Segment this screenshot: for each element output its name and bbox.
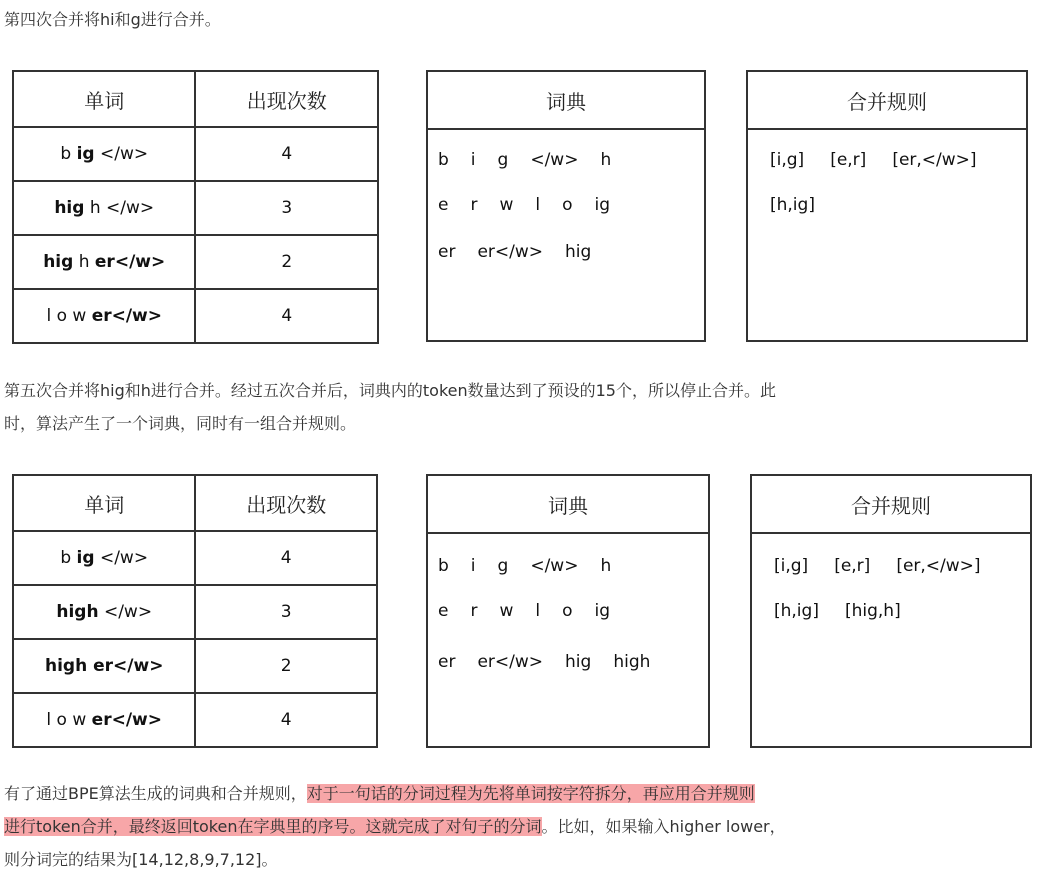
table-row [13, 531, 377, 585]
merged-token: hig [54, 198, 85, 218]
vocab-token: g [497, 556, 509, 576]
merge-rule: [h,ig] [774, 601, 819, 621]
count-cell: 2 [195, 235, 378, 289]
vocab-token: er [438, 652, 456, 672]
header-word: 单词 [13, 71, 195, 127]
header-count: 出现次数 [195, 475, 377, 531]
merge-rule: [hig,h] [844, 601, 901, 621]
word-part: </w> [94, 548, 149, 568]
vocab-token: h [600, 556, 612, 576]
table-row [13, 585, 377, 639]
merge-rule: [h,ig] [770, 195, 815, 215]
count-cell: 4 [195, 127, 378, 181]
table-row [13, 639, 377, 693]
count-cell: 3 [195, 585, 377, 639]
vocab-box-1 [426, 70, 706, 342]
vocab-token: er</w> [477, 652, 544, 672]
highlighted-text: 对于一句话的分词过程为先将单词按字符拆分，再应用合并规则 [306, 784, 755, 803]
vocab-token: </w> [530, 556, 579, 576]
vocab-token: o [562, 601, 573, 621]
paragraph-text: 。比如，如果输入higher lower， [541, 817, 786, 836]
word-cell [13, 639, 195, 693]
paragraph-line: 时，算法产生了一个词典，同时有一组合并规则。 [4, 414, 357, 433]
vocab-token: high [613, 652, 651, 672]
vocab-token: b [438, 556, 449, 576]
merged-token: er</w> [91, 710, 162, 730]
word-cell [13, 585, 195, 639]
vocab-token: </w> [530, 150, 579, 170]
merge-rule: [er,</w>] [892, 150, 977, 170]
vocab-token: r [470, 195, 478, 215]
rules-header: 合并规则 [748, 72, 1026, 130]
word-part: </w> [94, 144, 149, 164]
vocab-token: o [562, 195, 573, 215]
count-cell: 3 [195, 181, 378, 235]
count-cell: 4 [195, 693, 377, 747]
vocab-line [438, 195, 632, 215]
table-row [13, 127, 378, 181]
vocab-header: 词典 [428, 476, 708, 534]
vocab-token: w [499, 601, 514, 621]
word-cell [13, 693, 195, 747]
rules-line [770, 150, 1003, 170]
vocab-line [438, 242, 613, 262]
word-part: l o w [46, 306, 92, 326]
vocab-token: w [499, 195, 514, 215]
word-cell [13, 531, 195, 585]
vocab-box-2 [426, 474, 710, 748]
vocab-line [438, 652, 672, 672]
vocab-line [438, 150, 633, 170]
highlighted-text: 进行token合并，最终返回token在字典里的序号。这就完成了对句子的分词 [4, 817, 542, 836]
word-cell [13, 181, 195, 235]
merged-token: high er</w> [45, 656, 164, 676]
merge-rule: [er,</w>] [896, 556, 981, 576]
paragraph-text: 第四次合并将hi和g进行合并。 [4, 10, 221, 29]
count-cell: 4 [195, 289, 378, 343]
vocab-token: e [438, 195, 449, 215]
count-cell: 2 [195, 639, 377, 693]
merged-token: er</w> [91, 306, 163, 326]
vocab-line [438, 601, 632, 621]
vocab-token: b [438, 150, 449, 170]
rules-line [774, 556, 1007, 576]
word-count-table-1 [12, 70, 379, 344]
vocab-token: l [535, 601, 541, 621]
vocab-token: ig [594, 601, 611, 621]
word-cell [13, 127, 195, 181]
merged-token: er</w> [94, 252, 166, 272]
word-part: h </w> [84, 198, 155, 218]
rules-line [774, 601, 927, 621]
merge-rule: [e,r] [830, 150, 867, 170]
word-part: b [60, 144, 77, 164]
vocab-token: r [470, 601, 478, 621]
paragraph-line: 则分词完的结果为[14,12,8,9,7,12]。 [4, 850, 278, 869]
merge-rule: [i,g] [770, 150, 805, 170]
paragraph-bpe-summary [4, 777, 1034, 876]
merged-token: hig [43, 252, 74, 272]
vocab-token: i [470, 150, 476, 170]
vocab-token: h [600, 150, 612, 170]
vocab-header: 词典 [428, 72, 704, 130]
count-cell: 4 [195, 531, 377, 585]
merged-token: ig [76, 144, 95, 164]
vocab-token: i [470, 556, 476, 576]
merged-token: high [56, 602, 99, 622]
vocab-token: hig [565, 242, 592, 262]
paragraph-text: 有了通过BPE算法生成的词典和合并规则， [4, 784, 307, 803]
rules-box-1 [746, 70, 1028, 342]
vocab-token: l [535, 195, 541, 215]
paragraph-line: 第五次合并将hig和h进行合并。经过五次合并后，词典内的token数量达到了预设的15个，所以停止合并。此 [4, 381, 776, 400]
rules-header: 合并规则 [752, 476, 1030, 534]
paragraph-merge-4 [4, 3, 1034, 36]
merge-rule: [i,g] [774, 556, 809, 576]
vocab-token: er [438, 242, 456, 262]
header-word: 单词 [13, 475, 195, 531]
rules-box-2 [750, 474, 1032, 748]
vocab-token: er</w> [477, 242, 544, 262]
word-cell [13, 235, 195, 289]
vocab-token: g [497, 150, 509, 170]
word-count-table-2 [12, 474, 378, 748]
vocab-line [438, 556, 633, 576]
table-row [13, 235, 378, 289]
vocab-token: e [438, 601, 449, 621]
vocab-token: ig [594, 195, 611, 215]
vocab-token: hig [565, 652, 592, 672]
table-row [13, 289, 378, 343]
merged-token: ig [76, 548, 95, 568]
rules-line [770, 195, 841, 215]
word-part: b [60, 548, 77, 568]
table-row [13, 181, 378, 235]
table-row [13, 693, 377, 747]
word-part: h [73, 252, 95, 272]
merge-rule: [e,r] [834, 556, 871, 576]
header-count: 出现次数 [195, 71, 378, 127]
word-part: l o w [46, 710, 92, 730]
word-part: </w> [98, 602, 153, 622]
paragraph-merge-5 [4, 374, 1034, 440]
word-cell [13, 289, 195, 343]
